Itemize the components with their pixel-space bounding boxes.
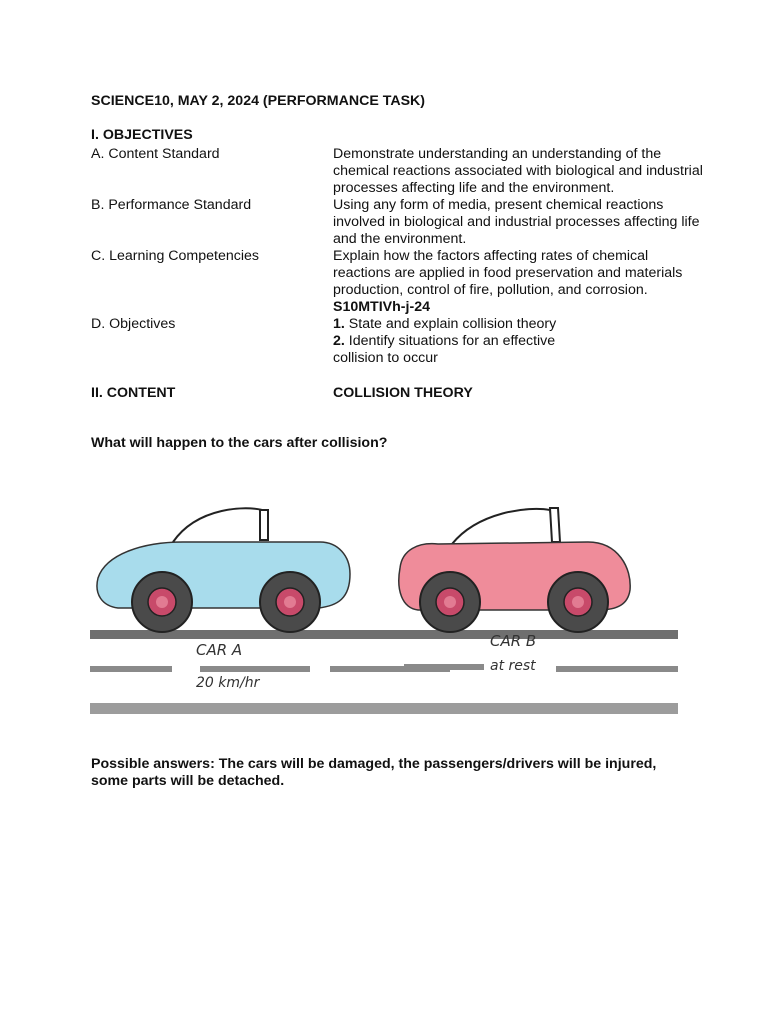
content-standard-label: A. Content Standard: [91, 146, 220, 162]
car-b-state: at rest: [490, 658, 536, 674]
road-dash: [200, 666, 310, 672]
objective-text: Identify situations for an effective: [348, 333, 556, 349]
car-a: [97, 508, 350, 632]
content-standard-line: chemical reactions associated with biological and industrial: [333, 163, 703, 179]
performance-standard-line: and the environment.: [333, 231, 467, 247]
objective-number: 1.: [333, 316, 345, 332]
road-dash: [404, 664, 484, 670]
learning-competencies-line: production, control of fire, pollution, and corrosion.: [333, 282, 648, 298]
learning-competencies-text: [333, 248, 713, 316]
document-title: SCIENCE10, MAY 2, 2024 (PERFORMANCE TASK): [91, 93, 426, 109]
car-a-label: CAR A: [196, 641, 243, 659]
objective-number: 2.: [333, 333, 345, 349]
car-b: [399, 508, 630, 632]
objective-item: [333, 316, 713, 333]
content-standard-line: processes affecting life and the environment.: [333, 180, 615, 196]
competency-code: S10MTIVh-j-24: [333, 299, 430, 315]
objective-item: [333, 333, 713, 350]
learning-competencies-line: Explain how the factors affecting rates of chemical: [333, 248, 649, 264]
performance-standard-label: B. Performance Standard: [91, 197, 252, 213]
objective-continuation: collision to occur: [333, 350, 438, 366]
learning-competencies-label: C. Learning Competencies: [91, 248, 259, 264]
objective-text: State and explain collision theory: [348, 316, 557, 332]
performance-standard-line: involved in biological and industrial processes affecting life: [333, 214, 700, 230]
performance-standard-line: Using any form of media, present chemical reactions: [333, 197, 664, 213]
car-b-label: CAR B: [490, 632, 537, 650]
road-dash: [90, 666, 172, 672]
road-top-line: [90, 630, 678, 639]
car-a-speed: 20 km/hr: [196, 675, 260, 691]
performance-standard-text: [333, 197, 713, 248]
objectives-label: D. Objectives: [91, 316, 176, 332]
collision-illustration: [88, 498, 682, 724]
question-text: What will happen to the cars after collision?: [91, 435, 388, 451]
content-topic: COLLISION THEORY: [333, 385, 473, 401]
road-bottom-line: [90, 703, 678, 714]
objectives-list: [333, 316, 713, 367]
objectives-heading: I. OBJECTIVES: [91, 127, 193, 143]
learning-competencies-line: reactions are applied in food preservation and materials: [333, 265, 683, 281]
content-heading: II. CONTENT: [91, 385, 176, 401]
possible-answers: Possible answers: The cars will be damaged, the passengers/drivers will be injured, some parts will be detached.: [91, 756, 657, 789]
content-standard-line: Demonstrate understanding an understanding of the: [333, 146, 662, 162]
content-standard-text: [333, 146, 713, 197]
road-dash: [556, 666, 678, 672]
